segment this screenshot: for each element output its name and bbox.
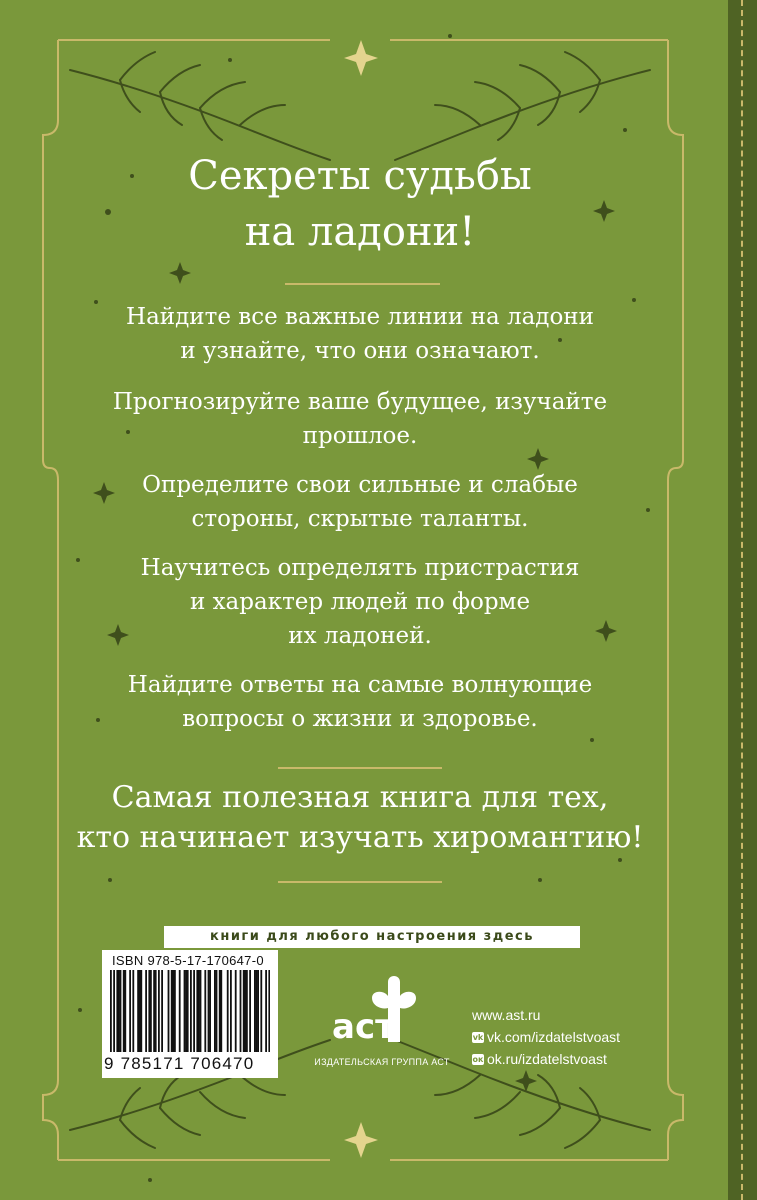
barcode-bar <box>230 970 232 1052</box>
barcode-bar <box>137 970 139 1052</box>
barcode-bar <box>260 970 262 1052</box>
barcode-bar <box>244 970 246 1052</box>
barcode-digits: 9 785171 706470 <box>104 1054 255 1073</box>
barcode-bar <box>153 970 155 1052</box>
logo-text: аст <box>332 1007 395 1047</box>
tagline-line-1: Самая полезная книга для тех, <box>111 780 609 815</box>
publisher-name: ИЗДАТЕЛЬСКАЯ ГРУППА АСТ <box>314 1057 450 1067</box>
barcode-bar <box>129 970 131 1052</box>
spine-stitch-line <box>741 0 743 1200</box>
barcode-bar <box>172 970 174 1052</box>
benefit-text: их ладоней. <box>288 623 432 649</box>
isbn-label: ISBN 978-5-17-170647-0 <box>112 953 264 968</box>
benefit-text: Прогнозируйте ваше будущее, изучайте <box>112 389 608 415</box>
benefit-text: Определите свои сильные и слабые <box>142 472 578 498</box>
barcode-bar <box>198 970 200 1052</box>
benefit-item <box>60 300 660 368</box>
benefit-item <box>60 551 660 653</box>
barcode-bar <box>193 970 195 1052</box>
barcode-bar <box>148 970 150 1052</box>
barcode-bar <box>171 970 173 1052</box>
barcode-bar <box>161 970 163 1052</box>
barcode <box>102 950 278 1078</box>
barcode-bar <box>132 970 134 1052</box>
barcode-bar <box>174 970 176 1052</box>
benefit-text: Найдите все важные линии на ладони <box>126 304 594 330</box>
barcode-bar <box>190 970 192 1052</box>
barcode-bar <box>118 970 120 1052</box>
barcode-bar <box>187 970 189 1052</box>
benefit-text: и узнайте, что они означают. <box>180 338 540 364</box>
barcode-bar <box>220 970 222 1052</box>
tagline <box>40 778 680 858</box>
barcode-bar <box>268 970 270 1052</box>
benefit-text: вопросы о жизни и здоровье. <box>182 706 538 732</box>
barcode-bars <box>110 970 270 1056</box>
benefit-item <box>60 668 660 736</box>
barcode-bar <box>196 970 198 1052</box>
barcode-bar <box>246 970 248 1052</box>
benefit-item <box>60 385 660 453</box>
vk-link[interactable] <box>472 1026 620 1048</box>
barcode-bar <box>155 970 157 1052</box>
barcode-bar <box>145 970 147 1052</box>
ok-url[interactable]: ok.ru/izdatelstvoast <box>487 1051 607 1067</box>
barcode-bar <box>140 970 142 1052</box>
barcode-bar <box>200 970 202 1052</box>
barcode-bar <box>120 970 122 1052</box>
barcode-bar <box>150 970 152 1052</box>
barcode-bar <box>113 970 115 1052</box>
vk-icon: vk <box>472 1032 484 1042</box>
barcode-bar <box>110 970 112 1052</box>
barcode-bar <box>249 970 251 1052</box>
barcode-bar <box>116 970 118 1052</box>
vk-url[interactable]: vk.com/izdatelstvoast <box>487 1029 621 1045</box>
series-banner: книги для любого настроения здесь <box>164 926 580 948</box>
top-sparkle-icon <box>344 40 378 76</box>
barcode-bar <box>158 970 160 1052</box>
publisher-logo <box>330 972 430 1056</box>
barcode-bar <box>254 970 256 1052</box>
website-link[interactable] <box>472 1004 620 1026</box>
benefit-text: стороны, скрытые таланты. <box>191 506 529 532</box>
benefits-list <box>60 300 660 751</box>
headline-line-1: Секреты судьбы <box>188 153 532 199</box>
barcode-bar <box>204 970 206 1052</box>
benefit-text: Научитесь определять пристрастия <box>140 555 580 581</box>
barcode-bar <box>256 970 258 1052</box>
barcode-bar <box>185 970 187 1052</box>
ok-link[interactable] <box>472 1048 620 1070</box>
ok-icon: ок <box>472 1054 484 1064</box>
headline-line-2: на ладони! <box>244 209 476 255</box>
tagline-line-2: кто начинает изучать хиромантию! <box>76 820 644 855</box>
barcode-bar <box>124 970 126 1052</box>
barcode-bar <box>243 970 245 1052</box>
barcode-bar <box>168 970 170 1052</box>
benefit-text: Найдите ответы на самые волнующие <box>127 672 593 698</box>
headline <box>100 148 620 260</box>
benefit-text: и характер людей по форме <box>189 589 531 615</box>
barcode-bar <box>219 970 221 1052</box>
barcode-bar <box>227 970 229 1052</box>
barcode-bar <box>208 970 210 1052</box>
star-icon <box>169 262 191 284</box>
barcode-bar <box>184 970 186 1052</box>
website-url[interactable]: www.ast.ru <box>472 1007 541 1023</box>
benefit-text: прошлое. <box>302 423 418 449</box>
barcode-bar <box>179 970 181 1052</box>
barcode-bar <box>214 970 216 1052</box>
barcode-bar <box>123 970 125 1052</box>
bottom-sparkle-icon <box>344 1122 378 1158</box>
publisher-links <box>472 1004 620 1070</box>
barcode-bar <box>265 970 267 1052</box>
barcode-bar <box>216 970 218 1052</box>
barcode-bar <box>235 970 237 1052</box>
barcode-bar <box>209 970 211 1052</box>
benefit-item <box>60 468 660 536</box>
barcode-bar <box>139 970 141 1052</box>
barcode-bar <box>240 970 242 1052</box>
barcode-bar <box>257 970 259 1052</box>
